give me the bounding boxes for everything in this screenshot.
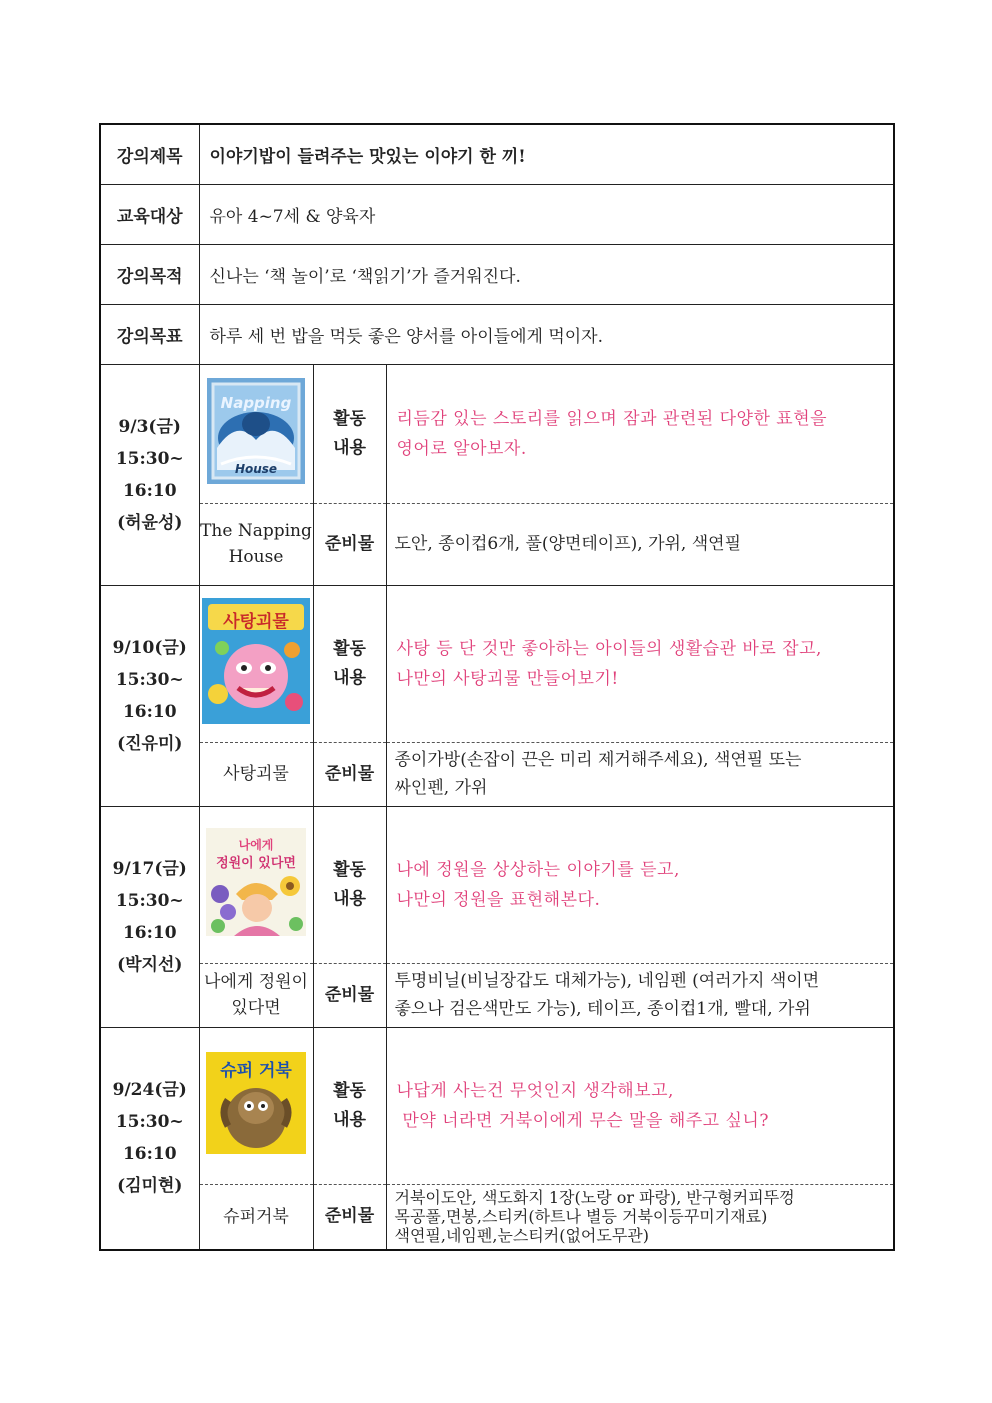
activity-content bbox=[386, 585, 894, 742]
materials-content bbox=[386, 963, 894, 1027]
book-title bbox=[199, 503, 313, 585]
session-row-activity bbox=[100, 364, 894, 503]
materials-content bbox=[386, 503, 894, 585]
info-label: 강의목표 bbox=[100, 304, 199, 364]
session-row-materials bbox=[100, 1184, 894, 1250]
activity-label-line: 내용 bbox=[333, 1109, 366, 1130]
lecture-plan-table bbox=[99, 123, 895, 1251]
activity-line: 나만의 사탕괴물 만들어보기! bbox=[396, 668, 619, 689]
info-row-target bbox=[100, 184, 894, 244]
materials-line: 목공풀,면봉,스티커(하트나 별등 거북이등꾸미기재료) bbox=[394, 1207, 768, 1227]
info-value: 신나는 ‘책 놀이’로 ‘책읽기’가 즐거워진다. bbox=[199, 244, 894, 304]
session-date-cell bbox=[100, 1027, 199, 1250]
activity-content bbox=[386, 806, 894, 963]
book-title-line: The Napping bbox=[200, 521, 312, 541]
cover-text: 슈퍼 거북 bbox=[220, 1061, 292, 1081]
materials-label: 준비물 bbox=[313, 963, 386, 1027]
activity-label bbox=[313, 1027, 386, 1184]
book-title-line: 있다면 bbox=[231, 998, 281, 1018]
activity-label bbox=[313, 806, 386, 963]
session-row-activity bbox=[100, 806, 894, 963]
session-instructor: (김미현) bbox=[117, 1176, 183, 1197]
activity-line: 나답게 사는건 무엇인지 생각해보고, bbox=[396, 1080, 674, 1101]
book-cover-garden bbox=[206, 828, 306, 936]
book-cover-cell bbox=[199, 806, 313, 963]
book-title-line: 사탕괴물 bbox=[223, 764, 289, 784]
session-row-materials bbox=[100, 742, 894, 806]
activity-label-line: 활동 bbox=[333, 408, 366, 429]
materials-content bbox=[386, 1184, 894, 1250]
book-cover-cell bbox=[199, 364, 313, 503]
session-time-end: 16:10 bbox=[122, 701, 177, 722]
session-instructor: (허윤성) bbox=[117, 512, 183, 533]
materials-line: 거북이도안, 색도화지 1장(노랑 or 파랑), 반구형커피뚜껑 bbox=[394, 1188, 795, 1208]
activity-label bbox=[313, 585, 386, 742]
cover-text: House bbox=[234, 462, 278, 476]
book-cover-candy-monster bbox=[202, 598, 310, 724]
activity-label-line: 활동 bbox=[333, 859, 366, 880]
session-date: 9/17(금) bbox=[112, 858, 187, 879]
session-time-start: 15:30~ bbox=[115, 890, 184, 911]
cover-text: 사탕괴물 bbox=[223, 612, 289, 632]
activity-line: 나에 정원을 상상하는 이야기를 듣고, bbox=[396, 859, 680, 880]
session-date: 9/3(금) bbox=[118, 416, 181, 437]
activity-line: 영어로 알아보자. bbox=[396, 438, 527, 459]
activity-content bbox=[386, 364, 894, 503]
book-title-line: House bbox=[228, 547, 284, 567]
info-row-goal bbox=[100, 304, 894, 364]
session-time-start: 15:30~ bbox=[115, 669, 184, 690]
book-cover-cell bbox=[199, 1027, 313, 1184]
activity-line: 사탕 등 단 것만 좋아하는 아이들의 생활습관 바로 잡고, bbox=[396, 638, 822, 659]
session-time-start: 15:30~ bbox=[115, 448, 184, 469]
session-time-end: 16:10 bbox=[122, 480, 177, 501]
activity-content bbox=[386, 1027, 894, 1184]
session-time-start: 15:30~ bbox=[115, 1112, 184, 1133]
info-label: 강의목적 bbox=[100, 244, 199, 304]
session-instructor: (박지선) bbox=[117, 954, 183, 975]
session-date-cell bbox=[100, 364, 199, 585]
session-date-cell bbox=[100, 806, 199, 1027]
activity-line: 만약 너라면 거북이에게 무슨 말을 해주고 싶니? bbox=[396, 1110, 769, 1131]
book-title-line: 슈퍼거북 bbox=[223, 1206, 289, 1227]
session-time-end: 16:10 bbox=[122, 922, 177, 943]
materials-label: 준비물 bbox=[313, 1184, 386, 1250]
session-row-materials bbox=[100, 503, 894, 585]
materials-content bbox=[386, 742, 894, 806]
materials-line: 종이가방(손잡이 끈은 미리 제거해주세요), 색연필 또는 bbox=[394, 750, 802, 770]
activity-label-line: 내용 bbox=[333, 437, 366, 458]
materials-line: 싸인펜, 가위 bbox=[394, 778, 488, 798]
cover-text: Napping bbox=[220, 394, 292, 412]
materials-line: 도안, 종이컵6개, 풀(양면테이프), 가위, 색연필 bbox=[394, 534, 741, 554]
book-title bbox=[199, 1184, 313, 1250]
session-date: 9/10(금) bbox=[112, 637, 187, 658]
activity-label-line: 내용 bbox=[333, 888, 366, 909]
cover-text: 정원이 있다면 bbox=[216, 856, 296, 871]
materials-line: 투명비닐(비닐장갑도 대체가능), 네임펜 (여러가지 색이면 bbox=[394, 971, 820, 991]
materials-label: 준비물 bbox=[313, 503, 386, 585]
book-title-line: 나에게 정원이 bbox=[204, 972, 308, 992]
info-label: 교육대상 bbox=[100, 184, 199, 244]
activity-line: 리듬감 있는 스토리를 읽으며 잠과 관련된 다양한 표현을 bbox=[396, 408, 828, 429]
session-row-activity bbox=[100, 585, 894, 742]
session-time-end: 16:10 bbox=[122, 1144, 177, 1165]
info-value: 하루 세 번 밥을 먹듯 좋은 양서를 아이들에게 먹이자. bbox=[199, 304, 894, 364]
info-row-purpose bbox=[100, 244, 894, 304]
session-row-activity bbox=[100, 1027, 894, 1184]
book-title bbox=[199, 963, 313, 1027]
session-date-cell bbox=[100, 585, 199, 806]
activity-label-line: 활동 bbox=[333, 638, 366, 659]
info-value: 유아 4~7세 & 양육자 bbox=[199, 184, 894, 244]
book-cover-napping-house bbox=[207, 378, 305, 484]
session-row-materials bbox=[100, 963, 894, 1027]
book-cover-cell bbox=[199, 585, 313, 742]
materials-line: 좋으나 검은색만도 가능), 테이프, 종이컵1개, 빨대, 가위 bbox=[394, 999, 811, 1019]
book-cover-super-turtle bbox=[206, 1052, 306, 1154]
materials-label: 준비물 bbox=[313, 742, 386, 806]
activity-label-line: 활동 bbox=[333, 1080, 366, 1101]
info-value: 이야기밥이 들려주는 맛있는 이야기 한 끼! bbox=[199, 124, 894, 184]
cover-text: 나에게 bbox=[238, 838, 274, 852]
activity-line: 나만의 정원을 표현해본다. bbox=[396, 889, 601, 910]
book-title bbox=[199, 742, 313, 806]
materials-line: 색연필,네임펜,눈스티커(없어도무관) bbox=[394, 1226, 649, 1246]
info-label: 강의제목 bbox=[100, 124, 199, 184]
activity-label-line: 내용 bbox=[333, 667, 366, 688]
activity-label bbox=[313, 364, 386, 503]
info-row-title bbox=[100, 124, 894, 184]
session-instructor: (진유미) bbox=[117, 733, 183, 754]
session-date: 9/24(금) bbox=[112, 1080, 187, 1101]
